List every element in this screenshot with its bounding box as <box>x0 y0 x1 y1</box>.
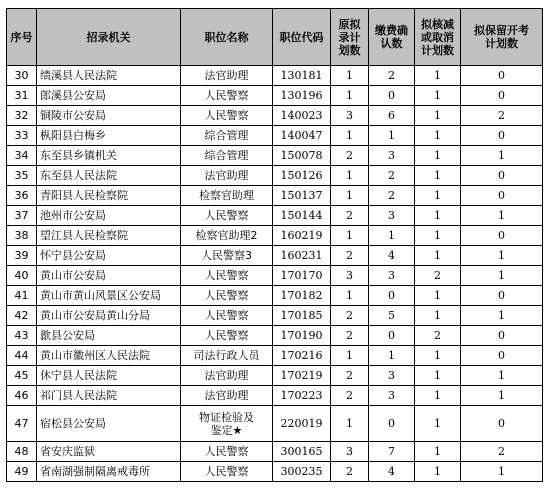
cell-position: 检察官助理2 <box>181 226 273 246</box>
cell-position: 人民警察 <box>181 462 273 482</box>
cell-keep-plan: 1 <box>461 246 543 266</box>
cell-reduce-cancel: 1 <box>415 226 461 246</box>
cell-reduce-cancel: 1 <box>415 66 461 86</box>
quota-adjustment-table <box>6 8 543 482</box>
cell-reduce-cancel: 1 <box>415 386 461 406</box>
cell-agency: 望江县人民检察院 <box>37 226 181 246</box>
cell-agency: 怀宁县公安局 <box>37 246 181 266</box>
cell-agency: 枞阳县白梅乡 <box>37 126 181 146</box>
cell-position-code: 160231 <box>273 246 331 266</box>
table-row <box>7 226 543 246</box>
cell-position: 法官助理 <box>181 386 273 406</box>
cell-paid-confirmed: 3 <box>369 266 415 286</box>
cell-original-plan: 1 <box>331 286 369 306</box>
cell-seq: 32 <box>7 106 37 126</box>
table-row <box>7 366 543 386</box>
cell-position-code: 170190 <box>273 326 331 346</box>
cell-position-code: 160219 <box>273 226 331 246</box>
cell-keep-plan: 0 <box>461 186 543 206</box>
header-position: 职位名称 <box>181 9 273 66</box>
table-row <box>7 66 543 86</box>
cell-reduce-cancel: 1 <box>415 166 461 186</box>
cell-seq: 45 <box>7 366 37 386</box>
cell-agency: 东至县乡镇机关 <box>37 146 181 166</box>
cell-position-code: 170223 <box>273 386 331 406</box>
header-seq: 序号 <box>7 9 37 66</box>
cell-original-plan: 2 <box>331 206 369 226</box>
cell-agency: 黄山市公安局黄山分局 <box>37 306 181 326</box>
table-row <box>7 126 543 146</box>
cell-position: 综合管理 <box>181 146 273 166</box>
cell-reduce-cancel: 1 <box>415 366 461 386</box>
header-agency: 招录机关 <box>37 9 181 66</box>
cell-reduce-cancel: 1 <box>415 146 461 166</box>
cell-agency: 黄山市黄山风景区公安局 <box>37 286 181 306</box>
cell-paid-confirmed: 0 <box>369 406 415 442</box>
header-code: 职位代码 <box>273 9 331 66</box>
cell-position: 检察官助理 <box>181 186 273 206</box>
cell-keep-plan: 1 <box>461 386 543 406</box>
cell-reduce-cancel: 1 <box>415 442 461 462</box>
table-row <box>7 146 543 166</box>
cell-position-code: 300165 <box>273 442 331 462</box>
header-row <box>7 9 543 66</box>
cell-keep-plan: 0 <box>461 326 543 346</box>
cell-reduce-cancel: 1 <box>415 306 461 326</box>
cell-position-code: 130181 <box>273 66 331 86</box>
cell-original-plan: 1 <box>331 226 369 246</box>
cell-keep-plan: 1 <box>461 206 543 226</box>
cell-original-plan: 1 <box>331 186 369 206</box>
cell-seq: 49 <box>7 462 37 482</box>
cell-keep-plan: 0 <box>461 286 543 306</box>
cell-agency: 宿松县公安局 <box>37 406 181 442</box>
cell-original-plan: 1 <box>331 126 369 146</box>
cell-seq: 41 <box>7 286 37 306</box>
cell-position: 人民警察 <box>181 206 273 226</box>
cell-seq: 34 <box>7 146 37 166</box>
cell-seq: 39 <box>7 246 37 266</box>
cell-agency: 祁门县人民法院 <box>37 386 181 406</box>
cell-reduce-cancel: 1 <box>415 206 461 226</box>
cell-keep-plan: 1 <box>461 306 543 326</box>
table-row <box>7 306 543 326</box>
cell-position-code: 220019 <box>273 406 331 442</box>
cell-paid-confirmed: 2 <box>369 186 415 206</box>
cell-position-code: 150137 <box>273 186 331 206</box>
cell-keep-plan: 1 <box>461 266 543 286</box>
cell-position: 人民警察 <box>181 266 273 286</box>
cell-paid-confirmed: 6 <box>369 106 415 126</box>
cell-original-plan: 2 <box>331 326 369 346</box>
cell-paid-confirmed: 4 <box>369 462 415 482</box>
cell-reduce-cancel: 1 <box>415 346 461 366</box>
cell-keep-plan: 0 <box>461 66 543 86</box>
cell-original-plan: 3 <box>331 106 369 126</box>
table-row <box>7 442 543 462</box>
cell-keep-plan: 2 <box>461 106 543 126</box>
cell-position-code: 300235 <box>273 462 331 482</box>
cell-position: 人民警察 <box>181 326 273 346</box>
cell-position-code: 140023 <box>273 106 331 126</box>
cell-paid-confirmed: 0 <box>369 326 415 346</box>
cell-agency: 池州市公安局 <box>37 206 181 226</box>
cell-keep-plan: 2 <box>461 442 543 462</box>
cell-keep-plan: 1 <box>461 462 543 482</box>
cell-position-code: 150126 <box>273 166 331 186</box>
cell-position: 人民警察 <box>181 306 273 326</box>
cell-original-plan: 2 <box>331 386 369 406</box>
cell-paid-confirmed: 2 <box>369 66 415 86</box>
cell-reduce-cancel: 1 <box>415 126 461 146</box>
cell-keep-plan: 0 <box>461 86 543 106</box>
table-row <box>7 346 543 366</box>
table-row <box>7 106 543 126</box>
cell-position: 人民警察 <box>181 106 273 126</box>
cell-position: 物证检验及鉴定★ <box>181 406 273 442</box>
cell-position: 人民警察 <box>181 442 273 462</box>
cell-seq: 38 <box>7 226 37 246</box>
cell-keep-plan: 0 <box>461 226 543 246</box>
cell-paid-confirmed: 2 <box>369 166 415 186</box>
cell-seq: 42 <box>7 306 37 326</box>
table-row <box>7 86 543 106</box>
cell-keep-plan: 0 <box>461 126 543 146</box>
cell-agency: 黄山市公安局 <box>37 266 181 286</box>
table-row <box>7 206 543 226</box>
cell-paid-confirmed: 3 <box>369 366 415 386</box>
cell-seq: 44 <box>7 346 37 366</box>
table-row <box>7 266 543 286</box>
cell-position: 人民警察 <box>181 286 273 306</box>
table-row <box>7 166 543 186</box>
cell-original-plan: 2 <box>331 246 369 266</box>
cell-reduce-cancel: 1 <box>415 286 461 306</box>
cell-seq: 46 <box>7 386 37 406</box>
cell-position: 综合管理 <box>181 126 273 146</box>
header-original-plan: 原拟录计划数 <box>331 9 369 66</box>
cell-agency: 铜陵市公安局 <box>37 106 181 126</box>
cell-original-plan: 2 <box>331 366 369 386</box>
cell-seq: 30 <box>7 66 37 86</box>
cell-agency: 歙县公安局 <box>37 326 181 346</box>
cell-original-plan: 1 <box>331 406 369 442</box>
cell-paid-confirmed: 5 <box>369 306 415 326</box>
cell-position-code: 150078 <box>273 146 331 166</box>
cell-reduce-cancel: 1 <box>415 246 461 266</box>
cell-position-code: 170182 <box>273 286 331 306</box>
cell-paid-confirmed: 1 <box>369 226 415 246</box>
table-body <box>7 66 543 482</box>
table-row <box>7 406 543 442</box>
cell-agency: 休宁县人民法院 <box>37 366 181 386</box>
cell-keep-plan: 0 <box>461 346 543 366</box>
cell-agency: 郎溪县公安局 <box>37 86 181 106</box>
cell-reduce-cancel: 1 <box>415 186 461 206</box>
cell-agency: 青阳县人民检察院 <box>37 186 181 206</box>
cell-paid-confirmed: 1 <box>369 126 415 146</box>
cell-agency: 绩溪县人民法院 <box>37 66 181 86</box>
cell-keep-plan: 1 <box>461 366 543 386</box>
cell-original-plan: 3 <box>331 266 369 286</box>
table-row <box>7 246 543 266</box>
cell-paid-confirmed: 3 <box>369 386 415 406</box>
cell-paid-confirmed: 0 <box>369 286 415 306</box>
cell-paid-confirmed: 7 <box>369 442 415 462</box>
cell-position: 人民警察3 <box>181 246 273 266</box>
cell-position-code: 170219 <box>273 366 331 386</box>
cell-paid-confirmed: 0 <box>369 86 415 106</box>
table-row <box>7 462 543 482</box>
cell-reduce-cancel: 2 <box>415 266 461 286</box>
cell-position: 法官助理 <box>181 366 273 386</box>
cell-paid-confirmed: 3 <box>369 146 415 166</box>
cell-original-plan: 2 <box>331 306 369 326</box>
cell-position-code: 150144 <box>273 206 331 226</box>
cell-original-plan: 1 <box>331 66 369 86</box>
cell-paid-confirmed: 4 <box>369 246 415 266</box>
cell-seq: 33 <box>7 126 37 146</box>
cell-position-code: 170216 <box>273 346 331 366</box>
cell-paid-confirmed: 3 <box>369 206 415 226</box>
cell-seq: 31 <box>7 86 37 106</box>
cell-reduce-cancel: 1 <box>415 406 461 442</box>
header-paid-confirmed: 缴费确认数 <box>369 9 415 66</box>
cell-position-code: 170170 <box>273 266 331 286</box>
cell-original-plan: 2 <box>331 146 369 166</box>
table-row <box>7 186 543 206</box>
cell-original-plan: 2 <box>331 462 369 482</box>
cell-seq: 40 <box>7 266 37 286</box>
cell-reduce-cancel: 1 <box>415 462 461 482</box>
quota-table-container <box>6 8 543 482</box>
cell-position-code: 140047 <box>273 126 331 146</box>
cell-paid-confirmed: 1 <box>369 346 415 366</box>
cell-position-code: 170185 <box>273 306 331 326</box>
cell-keep-plan: 0 <box>461 166 543 186</box>
cell-seq: 37 <box>7 206 37 226</box>
table-row <box>7 326 543 346</box>
table-row <box>7 286 543 306</box>
cell-seq: 48 <box>7 442 37 462</box>
cell-agency: 东至县人民法院 <box>37 166 181 186</box>
cell-seq: 36 <box>7 186 37 206</box>
header-keep-plan: 拟保留开考计划数 <box>461 9 543 66</box>
cell-reduce-cancel: 1 <box>415 86 461 106</box>
cell-agency: 省南湖强制隔离戒毒所 <box>37 462 181 482</box>
cell-keep-plan: 0 <box>461 406 543 442</box>
cell-original-plan: 1 <box>331 86 369 106</box>
table-row <box>7 386 543 406</box>
header-reduce-cancel: 拟核减或取消计划数 <box>415 9 461 66</box>
cell-seq: 47 <box>7 406 37 442</box>
cell-keep-plan: 1 <box>461 146 543 166</box>
cell-position: 人民警察 <box>181 86 273 106</box>
cell-seq: 35 <box>7 166 37 186</box>
cell-seq: 43 <box>7 326 37 346</box>
cell-position-code: 130196 <box>273 86 331 106</box>
cell-position: 法官助理 <box>181 166 273 186</box>
cell-position: 司法行政人员 <box>181 346 273 366</box>
cell-position: 法官助理 <box>181 66 273 86</box>
cell-reduce-cancel: 2 <box>415 326 461 346</box>
cell-original-plan: 1 <box>331 166 369 186</box>
cell-original-plan: 1 <box>331 346 369 366</box>
cell-agency: 黄山市徽州区人民法院 <box>37 346 181 366</box>
cell-original-plan: 3 <box>331 442 369 462</box>
cell-reduce-cancel: 1 <box>415 106 461 126</box>
cell-agency: 省安庆监狱 <box>37 442 181 462</box>
